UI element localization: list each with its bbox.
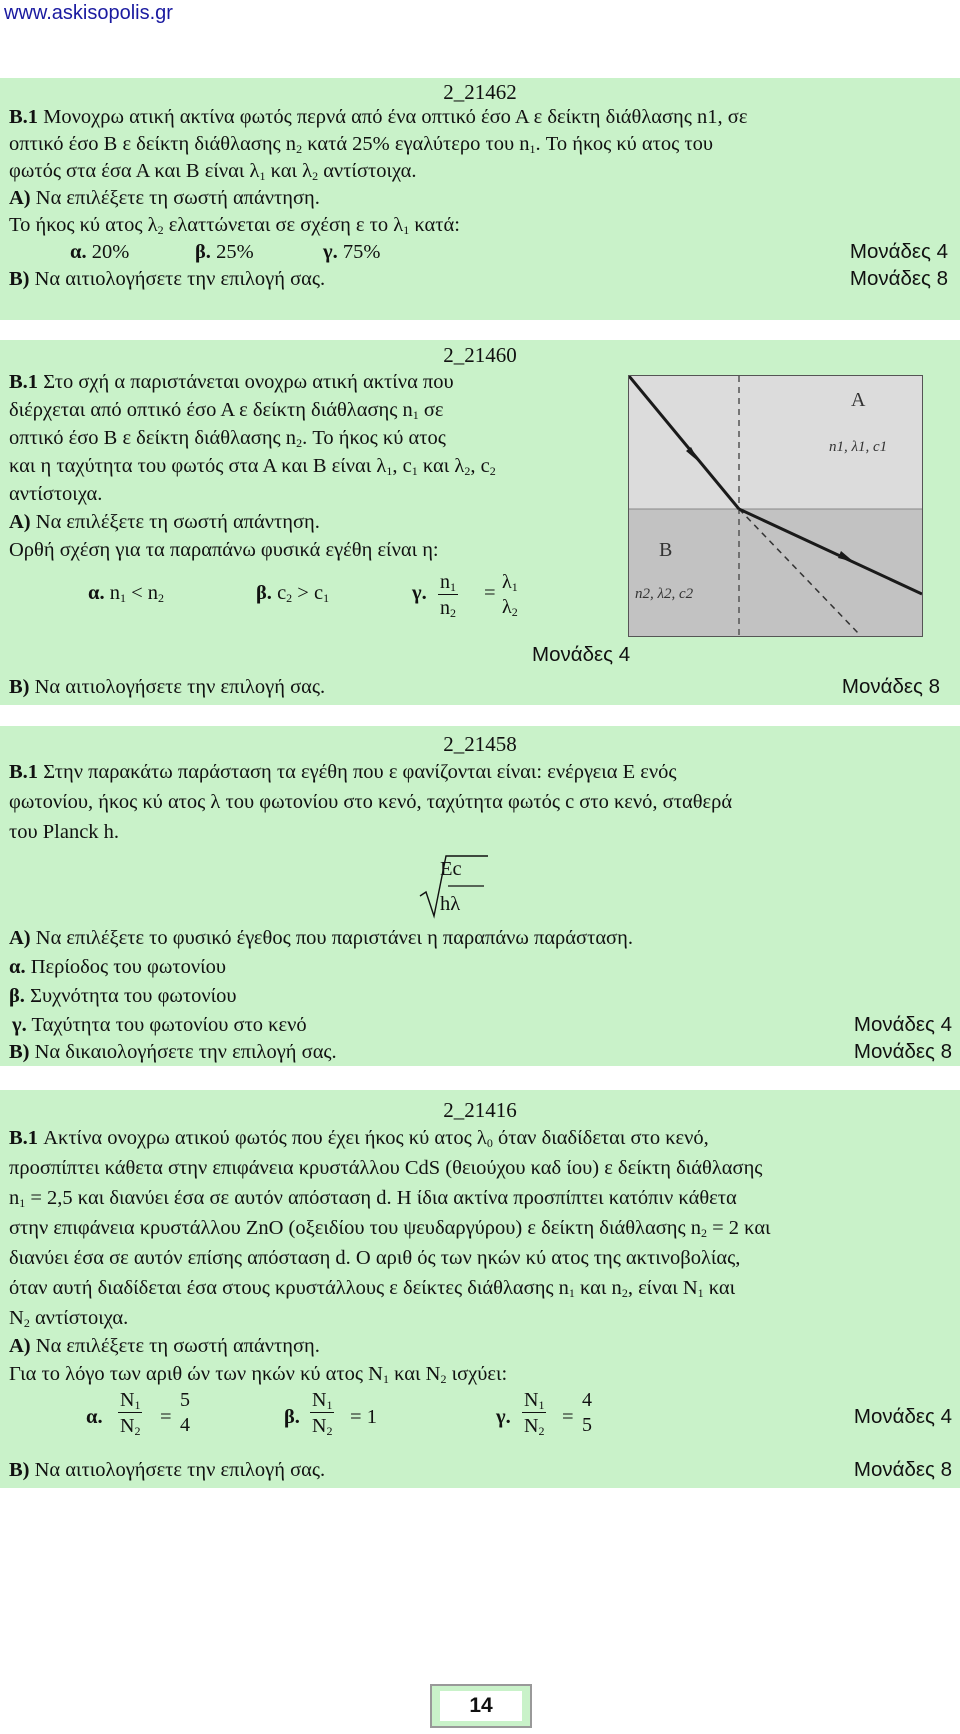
equals-sign: = [484, 582, 496, 604]
option-a-ratio: $\frac{N_1}{N_2}$ [120, 1389, 141, 1438]
option-c: γ. [412, 582, 427, 604]
marks-a: Μονάδες 4 [849, 240, 948, 263]
option-a-value: 5 4 [180, 1389, 190, 1436]
part-b: Β) Να αιτιολογήσετε την επιλογή σας. [9, 676, 326, 698]
question-text-line: αντίστοιχα. [9, 483, 103, 505]
option-a-label: α. [86, 1406, 103, 1428]
option-c: γ. 75% [323, 241, 381, 263]
option-c-label: γ. [496, 1406, 511, 1428]
refraction-figure [628, 375, 923, 637]
question-box-21462 [0, 78, 960, 320]
question-text-line: στην επιφάνεια κρυστάλλου ZnO (οξειδίου του ψευδαργύρου) ε δείκτη διάθλασης $n_2 = 2$ και [9, 1217, 771, 1240]
option-c-ratio: $\frac{N_1}{N_2}$ [524, 1389, 545, 1438]
question-text-line: B.1 Μονοχρω ατική ακτίνα φωτός περνά από ένα οπτικό έσο Α ε δείκτη διάθλασης n1, σε [9, 106, 748, 128]
question-box-21416 [0, 1090, 960, 1488]
question-id: 2_21458 [443, 732, 517, 756]
medium-b-label: B [659, 539, 673, 561]
question-text-line: φωτονίου, ήκος κύ ατος λ του φωτονίου στο κενό, ταχύτητα φωτός c στο κενό, σταθερά [9, 791, 733, 813]
option-c: γ. Ταχύτητα του φωτονίου στο κενό [12, 1014, 307, 1036]
medium-b-params: n2, λ2, c2 [635, 586, 694, 602]
question-text-line: Για το λόγο των αριθ ών των ηκών κύ ατος $N_1$ και $N_2$ ισχύει: [9, 1363, 508, 1386]
marks-b: Μονάδες 8 [853, 1458, 952, 1481]
marks-b: Μονάδες 8 [841, 675, 940, 698]
question-text-line: οπτικό έσο Β ε δείκτη διάθλασης $n_2$ κατά 25% εγαλύτερο του $n_1$. Το ήκος κύ ατος του [9, 133, 714, 156]
option-c-value: 4 5 [582, 1389, 592, 1436]
question-text-line: όταν αυτή διαδίδεται έσα στους κρυστάλλους ε δείκτες διάθλασης $n_1$ και $n_2$, είναι $N_1$ και [9, 1277, 736, 1300]
question-text-line: Το ήκος κύ ατος $\lambda_2$ ελαττώνεται σε σχέση ε το $\lambda_1$ κατά: [9, 214, 460, 237]
part-b: Β) Να αιτιολογήσετε την επιλογή σας. [9, 1459, 326, 1481]
option-b: β. Συχνότητα του φωτονίου [9, 985, 237, 1007]
part-a: Α) Να επιλέξετε το φυσικό έγεθος που παριστάνει η παραπάνω παράσταση. [9, 927, 633, 949]
question-id: 2_21462 [443, 80, 517, 104]
equals-sign: = 1 [350, 1406, 377, 1428]
part-a: Α) Να επιλέξετε τη σωστή απάντηση. [9, 511, 320, 533]
option-b: β. $c_2 > c_1$ [256, 582, 330, 605]
question-text-line: Ορθή σχέση για τα παραπάνω φυσικά εγέθη είναι η: [9, 539, 439, 561]
expression-denominator: hλ [440, 893, 461, 915]
part-b: Β) Να αιτιολογήσετε την επιλογή σας. [9, 268, 326, 290]
question-text-line: διέρχεται από οπτικό έσο Α ε δείκτη διάθλασης $n_1$ σε [9, 399, 444, 422]
question-text-line: και η ταχύτητα του φωτός στα Α και Β είναι $\lambda_1$, $c_1$ και $\lambda_2$, $c_2$ [9, 455, 496, 478]
medium-a-label: A [851, 389, 866, 411]
option-a: α. Περίοδος του φωτονίου [9, 956, 227, 978]
option-a: α. $n_1 < n_2$ [88, 582, 165, 605]
part-a: Α) Να επιλέξετε τη σωστή απάντηση. [9, 187, 320, 209]
question-text-line: $N_2$ αντίστοιχα. [9, 1307, 129, 1330]
marks-b: Μονάδες 8 [849, 267, 948, 290]
medium-a-params: n1, λ1, c1 [829, 439, 888, 455]
question-text-line: B.1 Στο σχή α παριστάνεται ονοχρω ατική ακτίνα που [9, 371, 454, 393]
fraction-l1-l2: $\lambda_1$ $\lambda_2$ [502, 571, 518, 619]
question-id: 2_21416 [443, 1098, 517, 1122]
expression-numerator: Ec [440, 858, 462, 880]
question-text-line: B.1 Στην παρακάτω παράσταση τα εγέθη που ε φανίζονται είναι: ενέργεια Ε ενός [9, 761, 677, 783]
page-number: 14 [440, 1691, 522, 1721]
marks-a: Μονάδες 4 [853, 1405, 952, 1428]
marks-a: Μονάδες 4 [532, 643, 631, 666]
equals-sign: = [562, 1406, 574, 1428]
page-number-box [430, 1684, 532, 1728]
question-text-line: του Planck h. [9, 821, 120, 843]
question-text-line: B.1 Ακτίνα ονοχρω ατικού φωτός που έχει ήκος κύ ατος $\lambda_0$ όταν διαδίδεται στο κενό, [9, 1127, 709, 1150]
site-url[interactable]: www.askisopolis.gr [4, 2, 173, 24]
equals-sign: = [160, 1406, 172, 1428]
option-b: β. 25% [195, 241, 254, 263]
marks-b: Μονάδες 8 [853, 1040, 952, 1063]
option-a: α. 20% [70, 241, 130, 263]
question-text-line: διανύει έσα σε αυτόν επίσης απόσταση d. Ο αριθ ός των ηκών κύ ατος της ακτινοβολίας, [9, 1247, 741, 1269]
question-prefix: B.1 [9, 106, 39, 128]
question-text-line: φωτός στα έσα Α και Β είναι $\lambda_1$ και $\lambda_2$ αντίστοιχα. [9, 160, 417, 183]
part-b: Β) Να δικαιολογήσετε την επιλογή σας. [9, 1041, 337, 1063]
question-text-line: $n_1 = 2,5$ και διανύει έσα σε αυτόν απόσταση d. Η ίδια ακτίνα προσπίπτει κατόπιν κάθετα [9, 1187, 737, 1210]
refraction-diagram [629, 376, 922, 636]
question-text-line: οπτικό έσο Β ε δείκτη διάθλασης $n_2$. Το ήκος κύ ατος [9, 427, 446, 450]
question-id: 2_21460 [443, 343, 517, 367]
option-b-ratio: $\frac{N_1}{N_2}$ [312, 1389, 333, 1438]
part-a: Α) Να επιλέξετε τη σωστή απάντηση. [9, 1335, 320, 1357]
question-text-line: προσπίπτει κάθετα στην επιφάνεια κρυστάλλου CdS (θειούχου καδ ίου) ε δείκτη διάθλασης [9, 1157, 763, 1179]
marks-a: Μονάδες 4 [853, 1013, 952, 1036]
fraction-n1-n2: $\frac{n_1}{n_2}$ [440, 571, 456, 620]
option-b-label: β. [284, 1406, 300, 1428]
question-box-21458 [0, 726, 960, 1066]
